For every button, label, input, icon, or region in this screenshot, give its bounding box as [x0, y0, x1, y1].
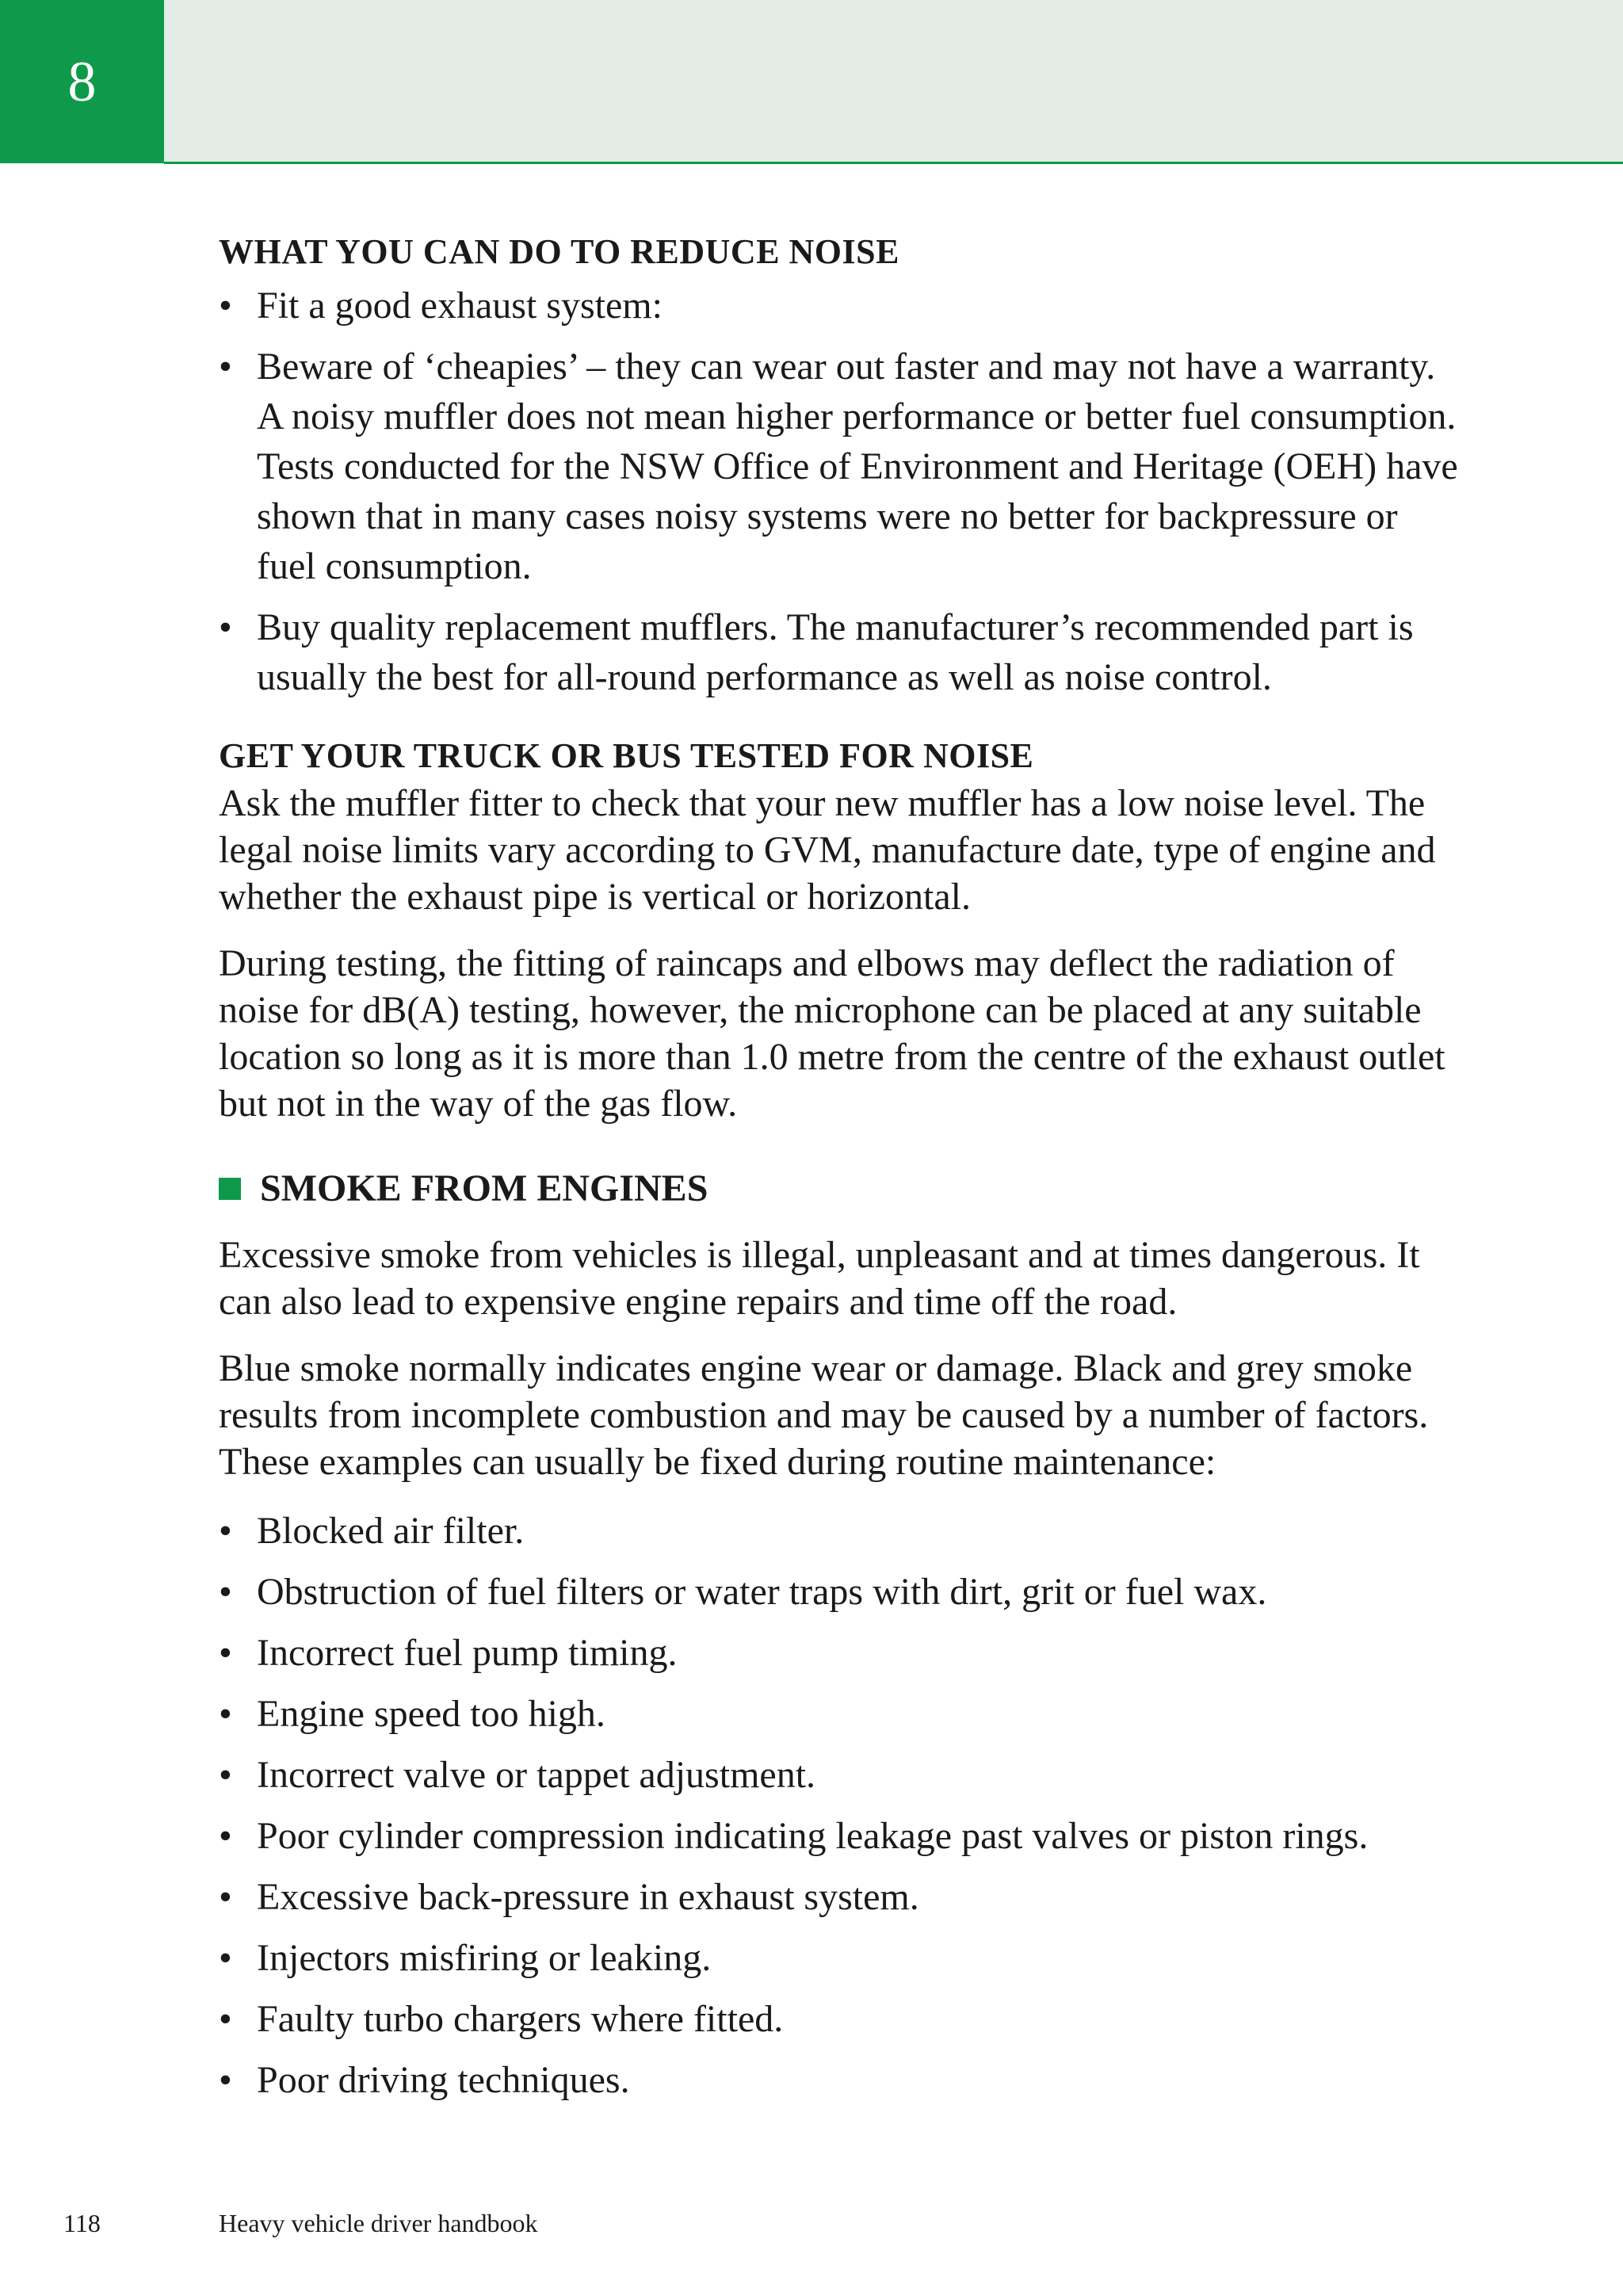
section-marker-icon: [219, 1178, 241, 1200]
noise-test-heading: GET YOUR TRUCK OR BUS TESTED FOR NOISE: [219, 736, 1034, 775]
smoke-paragraph: Excessive smoke from vehicles is illegal, unpleasant and at times dangerous. It can also lead to expensive engine repairs and time off the road.: [219, 1234, 1420, 1323]
list-item: • Incorrect valve or tappet adjustment.: [219, 1750, 1463, 1800]
list-item: • Buy quality replacement mufflers. The manufacturer’s recommended part is usually the best for all-round performance as well as noise control.: [219, 602, 1463, 702]
reduce-noise-heading: WHAT YOU CAN DO TO REDUCE NOISE: [219, 232, 899, 271]
smoke-paragraph: Blue smoke normally indicates engine wear or damage. Black and grey smoke results from incomplete combustion and may be caused by a number of factors. These examples can usually be fixed during routine maintenance:: [219, 1347, 1429, 1483]
list-item: • Obstruction of fuel filters or water traps with dirt, grit or fuel wax.: [219, 1567, 1463, 1617]
chapter-number-tab: [0, 0, 164, 163]
noise-test-paragraph: Ask the muffler fitter to check that your new muffler has a low noise level. The legal noise limits vary according to GVM, manufacture date, type of engine and whether the exhaust pipe is vertical or horizontal.: [219, 782, 1436, 918]
smoke-causes-list: [219, 1506, 1463, 2105]
list-item: • Poor cylinder compression indicating leakage past valves or piston rings.: [219, 1811, 1463, 1861]
list-item: • Injectors misfiring or leaking.: [219, 1933, 1463, 1983]
noise-test-paragraph: During testing, the fitting of raincaps and elbows may deflect the radiation of noise for dB(A) testing, however, the microphone can be placed at any suitable location so long as it is more than 1.0 metre from the centre of the exhaust outlet but not in the way of the gas flow.: [219, 942, 1445, 1125]
list-item: • Excessive back-pressure in exhaust system.: [219, 1872, 1463, 1922]
page-content: [219, 228, 1463, 2105]
list-item: • Engine speed too high.: [219, 1689, 1463, 1739]
list-item: • Poor driving techniques.: [219, 2055, 1463, 2105]
smoke-section-heading: [219, 1165, 1463, 1213]
list-item: • Fit a good exhaust system:: [219, 281, 1463, 330]
list-item: • Blocked air filter.: [219, 1506, 1463, 1556]
smoke-heading-text: SMOKE FROM ENGINES: [260, 1167, 708, 1209]
chapter-number: 8: [67, 50, 97, 113]
page-number: 118: [63, 2209, 101, 2237]
header-band: [164, 0, 1623, 164]
reduce-noise-list: [219, 281, 1463, 702]
list-item: • Beware of ‘cheapies’ – they can wear out faster and may not have a warranty. A noisy muffler does not mean higher performance or better fuel consumption. Tests conducted for the NSW Office of Environment and Heritage (OEH) have shown that in many cases noisy systems were no better for backpressure or fuel consumption.: [219, 342, 1463, 591]
book-title: Heavy vehicle driver handbook: [219, 2209, 538, 2237]
list-item: • Faulty turbo chargers where fitted.: [219, 1994, 1463, 2044]
list-item: • Incorrect fuel pump timing.: [219, 1628, 1463, 1678]
